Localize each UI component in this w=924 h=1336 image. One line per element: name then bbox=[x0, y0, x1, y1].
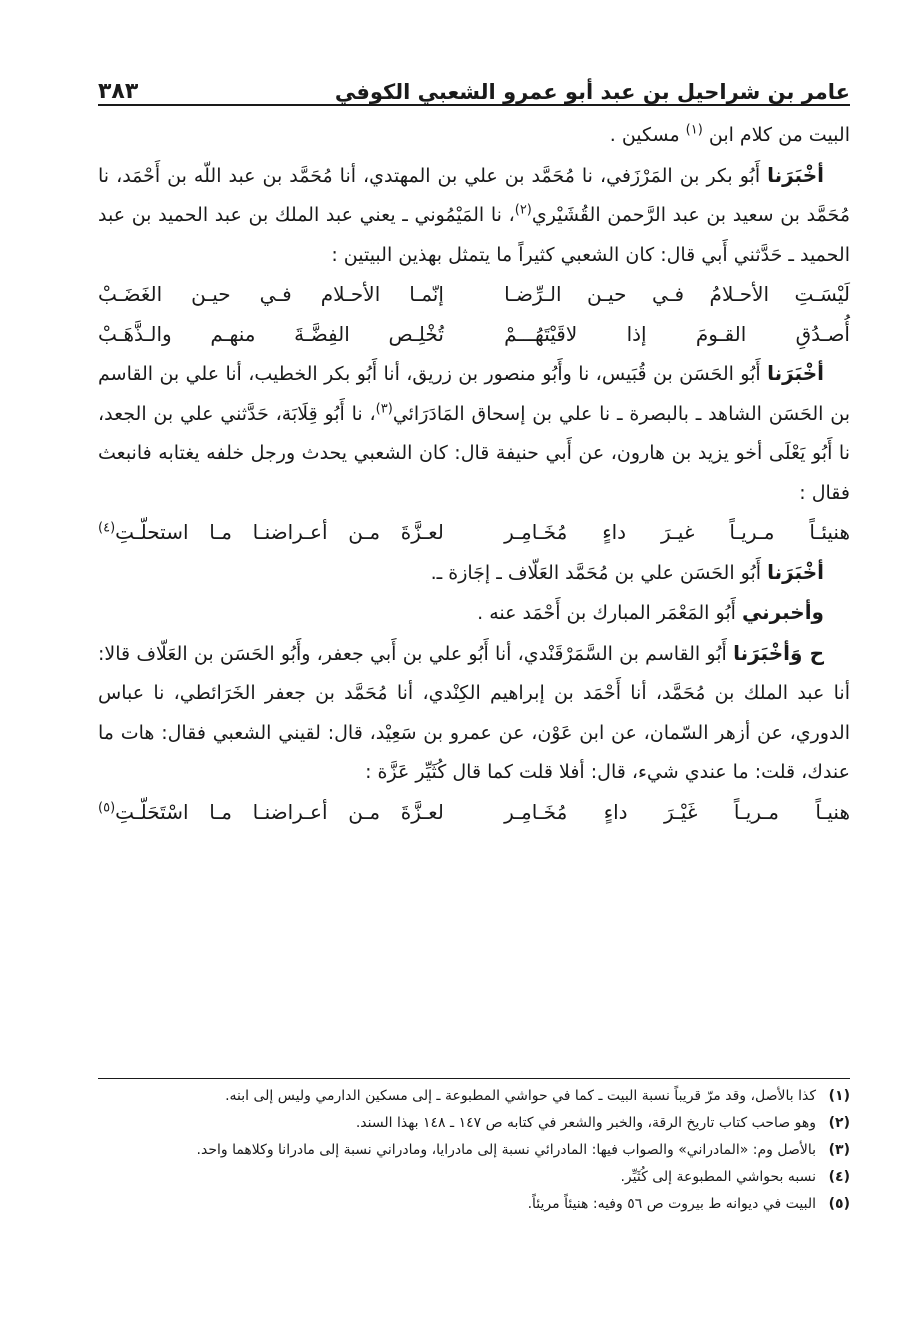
footnote-number: (٥) bbox=[828, 1196, 850, 1212]
isnad-keyword: ح وَأخْبَرَنا bbox=[733, 640, 825, 665]
verse-hemistich-with-ref bbox=[98, 793, 444, 833]
footnote-ref-2: (٢) bbox=[514, 202, 532, 218]
footnote-number: (٤) bbox=[828, 1169, 850, 1185]
isnad-keyword: أخْبَرَنا bbox=[767, 162, 824, 187]
footnote-text: البيت في ديوانه ط بيروت ص ٥٦ وفيه: هنيئاً مريئاً. bbox=[527, 1196, 816, 1212]
footnote-2 bbox=[98, 1110, 850, 1137]
verse-3 bbox=[98, 793, 850, 833]
isnad-keyword: أخْبَرَنا bbox=[767, 361, 824, 385]
verse-hemistich: إنّمـا الأحـلام فـي حيـن الغَضَـبْ bbox=[98, 282, 444, 306]
paragraph-6-text: أَبُو القاسم بن السَّمَرْقَنْدي، أنا أَبُو علي بن أَبي جعفر، وأَبُو الحَسَن بن العَلّاف قالا: أنا عبد الملك بن مُحَمَّد، أنا أَحْمَد بن إبراهيم الكِنْدي، أنا مُحَمَّد بن جعفر الخَرَائطي، نا عباس الدوري، عن أزهر السّمان، عن ابن عَوْن، عن عمرو بن سَعِيْد، قال: لقيني الشعبي فقال: هات ما عندك، قلت: ما عندي شيء، قال: أفلا قلت كما قال كُثَيِّر عَزَّة : bbox=[98, 642, 850, 783]
verse-hemistich-text: لعـزَّةَ مـن أعـراضنـا مـا استحلّـتِ bbox=[115, 520, 444, 544]
footnote-5 bbox=[98, 1191, 850, 1218]
page-number: ٣٨٣ bbox=[98, 79, 139, 104]
footnote-number: (٣) bbox=[828, 1142, 850, 1158]
paragraph-5-text: أَبُو المَعْمَر المبارك بن أَحْمَد عنه . bbox=[477, 602, 742, 624]
paragraph-1-text: البيت من كلام ابن bbox=[708, 124, 850, 146]
footnote-ref-3: (٣) bbox=[375, 401, 393, 417]
running-head-title: عامر بن شراحيل بن عبد أبو عمرو الشعبي الكوفي bbox=[334, 80, 850, 104]
footnote-1 bbox=[98, 1083, 850, 1110]
paragraph-3-text: أَبُو الحَسَن بن قُبَيس، نا وأَبُو منصور بن زريق، أنا أَبُو بكر الخطيب، أنا علي بن القاسم بن الحَسَن الشاهد ـ بالبصرة ـ نا علي بن إسحاق المَادَرَائي bbox=[98, 363, 850, 425]
verse-2 bbox=[98, 513, 850, 553]
paragraph-2-text-end: ، نا المَيْمُوني ـ يعني عبد الملك بن عبد الحميد بن عبد الحميد ـ حَدَّثني أَبي قال: كان الشعبي كثيراً ما يتمثل بهذين البيتين : bbox=[98, 204, 850, 266]
verse-hemistich: تُخْلِـص الفِضَّـةَ منهـم والـذَّهَـبْ bbox=[98, 321, 444, 346]
running-head bbox=[98, 60, 850, 106]
footnote-3 bbox=[98, 1137, 850, 1164]
verse-1-line-2 bbox=[98, 315, 850, 355]
footnote-number: (١) bbox=[828, 1088, 850, 1104]
paragraph-3 bbox=[98, 354, 850, 513]
isnad-keyword: أخْبَرَنا bbox=[767, 559, 824, 584]
footnotes bbox=[98, 1078, 850, 1218]
verse-hemistich: أُصـدُقِ القـومَ إذا لاقَيْتَهُـــمْ bbox=[504, 321, 850, 346]
verse-hemistich-text: لعـزَّةَ مـن أعـراضنـا مـا اسْتَحَلّـتِ bbox=[115, 799, 444, 824]
verse-hemistich: هنيئـاً مـريـاً غيـرَ داءٍ مُخَـامِـر bbox=[504, 520, 850, 544]
footnote-text: نسبه بحواشي المطبوعة إلى كُثَيِّر. bbox=[620, 1169, 816, 1185]
isnad-keyword: وأخبرني bbox=[741, 600, 824, 624]
footnote-text: بالأصل وم: «المادراني» والصواب فيها: المادرائي نسبة إلى مادرايا، ومادراني نسبة إلى مادرانا وكلاهما واحد. bbox=[196, 1142, 816, 1158]
verse-hemistich-with-ref bbox=[98, 513, 444, 553]
paragraph-2-text: أَبُو بكر بن المَرْزَفي، نا مُحَمَّد بن علي بن المهتدي، أنا مُحَمَّد بن عبد اللّه بن أَحْمَد، نا مُحَمَّد بن سعيد بن عبد الرَّحمن القُشَيْري bbox=[98, 164, 851, 226]
footnote-text: وهو صاحب كتاب تاريخ الرقة، والخبر والشعر في كتابه ص ١٤٧ ـ ١٤٨ بهذا السند. bbox=[355, 1115, 816, 1131]
paragraph-5 bbox=[98, 593, 850, 634]
footnote-ref-1: (١) bbox=[685, 122, 703, 138]
paragraph-6 bbox=[98, 634, 850, 793]
footnote-ref-5: (٥) bbox=[98, 799, 116, 815]
paragraph-4 bbox=[98, 553, 850, 594]
footnote-number: (٢) bbox=[828, 1115, 850, 1131]
verse-1-line-1 bbox=[98, 275, 850, 315]
footnote-text: كذا بالأصل، وقد مرّ قريباً نسبة البيت ـ كما في حواشي المطبوعة ـ إلى مسكين الدارمي وليس إلى ابنه. bbox=[225, 1088, 816, 1104]
footnote-ref-4: (٤) bbox=[98, 520, 116, 536]
footnote-4 bbox=[98, 1164, 850, 1191]
verse-hemistich: هنيـاً مـريـاً غَيْـرَ داءٍ مُخَـامِـر bbox=[504, 799, 850, 824]
page bbox=[98, 60, 850, 832]
paragraph-1 bbox=[98, 116, 850, 156]
paragraph-1-text-end: مسكين . bbox=[609, 124, 686, 146]
body-text bbox=[98, 116, 850, 832]
verse-hemistich: لَيْسَـتِ الأحـلامُ فـي حيـن الـرِّضـا bbox=[504, 282, 850, 306]
paragraph-2 bbox=[98, 156, 850, 276]
paragraph-4-text: أَبُو الحَسَن علي بن مُحَمَّد العَلّاف ـ إجَازة ـ. bbox=[430, 561, 768, 584]
paragraph-3-text-end: ، نا أَبُو قِلَابَة، حَدَّثني علي بن الجعد، نا أَبُو يَعْلَى أخو يزيد بن هارون، عن أَبي حنيفة قال: كان الشعبي يحدث ورجل خلفه يغتابه فانبعث فقال : bbox=[98, 402, 850, 504]
